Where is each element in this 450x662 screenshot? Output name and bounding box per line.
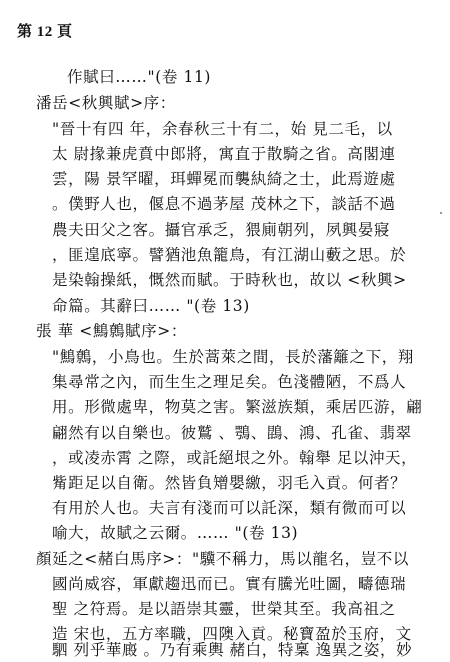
text-line: 潘岳<秋興賦>序： — [36, 94, 176, 112]
text-line: 張 華 <鷦鷯賦序>： — [36, 322, 187, 340]
text-line: 命篇。其辭曰…… "(卷 13) — [52, 297, 250, 315]
text-line: ，或凌赤霄 之際，或託絕垠之外。翰舉 足以沖天， — [52, 449, 418, 467]
text-line: ，匪遑底寧。譬猶池魚籠鳥，有江湖山藪之思。於 — [52, 246, 407, 264]
text-line: 作賦曰……"(卷 11) — [67, 68, 212, 86]
text-line: 國尚威容，軍獻趨迅而已。實有騰光吐圖，疇德瑞 — [52, 575, 407, 593]
text-line: 翩然有以自樂也。彼鷲 、鶚、鵾、鴻、孔雀、翡翠 — [52, 424, 412, 442]
text-line: 。僕野人也，偃息不過茅屋 茂林之下，談話不過 — [52, 195, 396, 213]
page-number-header: 第 12 頁 — [17, 24, 73, 40]
text-line: 造 宋也，五方率職，四隩入貢。秘寶盈於玉府，文 — [52, 625, 412, 643]
text-line: 是染翰操紙，慨然而賦。于時秋也，故以 <秋興> — [52, 271, 407, 289]
text-line: 觜距足以自衛。然皆負矰嬰繳，羽毛入貢。何者？ — [52, 474, 407, 492]
text-line: 顏延之<赭白馬序>："驥不稱力，馬以龍名，豈不以 — [36, 550, 410, 568]
text-line: 用。形微處卑，物莫之害。繁滋族類，乘居匹游，翩 — [52, 398, 423, 416]
text-line: 喻大，故賦之云爾。…… "(卷 13) — [52, 524, 299, 542]
text-line: 聖 之符焉。是以語崇其靈，世榮其至。我高祖之 — [52, 600, 396, 618]
text-line: "鷦鷯，小鳥也。生於蒿萊之間，長於藩籬之下，翔 — [52, 348, 414, 366]
text-line: 雲，陽 景罕曜，珥蟬冕而襲紈綺之士，此焉遊處 — [52, 170, 396, 188]
text-line: 農夫田父之客。攝官承乏，猥廁朝列，夙興晏寢 — [52, 221, 391, 239]
text-line: 駟 列乎華廄 。乃有乘輿 赭白，特稟 逸異之姿，妙 — [52, 641, 413, 659]
scan-speck — [440, 212, 442, 214]
text-line: "晉十有四 年，余春秋三十有二，始 見二毛，以 — [52, 120, 393, 138]
text-line: 集尋常之內，而生生之理足矣。色淺體陋，不爲人 — [52, 373, 407, 391]
text-line: 太 尉掾兼虎賁中郎將，寓直于散騎之省。高閣連 — [52, 145, 396, 163]
text-line: 有用於人也。夫言有淺而可以託深，類有微而可以 — [52, 499, 407, 517]
